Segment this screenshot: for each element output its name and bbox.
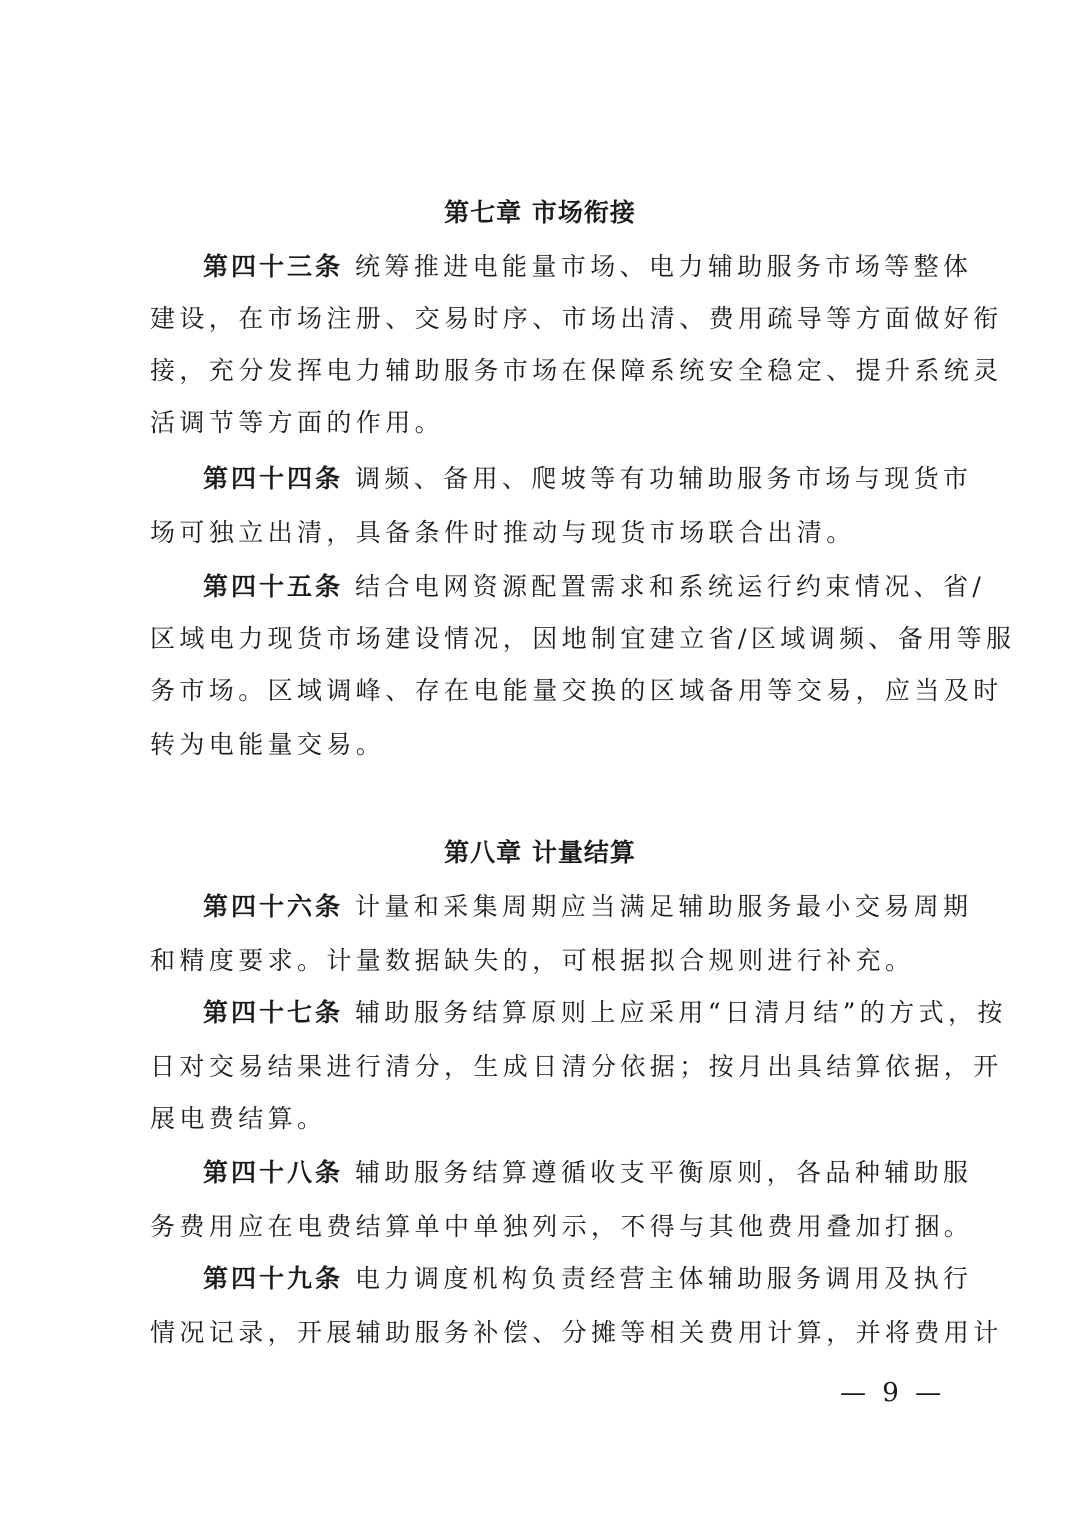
article-number: 第四十三条 — [203, 252, 344, 281]
article-number: 第四十六条 — [203, 892, 344, 921]
article-number: 第四十八条 — [203, 1158, 344, 1187]
article-45-line-4: 转为电能量交易。 — [150, 730, 386, 759]
page-number: — 9 — — [840, 1378, 946, 1408]
article-48-line-1: 第四十八条 辅助服务结算遵循收支平衡原则，各品种辅助服 — [203, 1158, 973, 1187]
article-43-line-4: 活调节等方面的作用。 — [150, 408, 445, 437]
article-43-line-2: 建设，在市场注册、交易时序、市场出清、费用疏导等方面做好衔 — [150, 304, 1003, 333]
article-43-line-3: 接，充分发挥电力辅助服务市场在保障系统安全稳定、提升系统灵 — [150, 356, 1003, 385]
article-44-line-1: 第四十四条 调频、备用、爬坡等有功辅助服务市场与现货市 — [203, 464, 973, 493]
article-number: 第四十九条 — [203, 1264, 344, 1293]
article-48-line-2: 务费用应在电费结算单中单独列示，不得与其他费用叠加打捆。 — [150, 1212, 974, 1241]
article-number: 第四十四条 — [203, 464, 344, 493]
chapter-title: 第七章 市场衔接 — [444, 198, 636, 227]
article-47-line-2: 日对交易结果进行清分，生成日清分依据；按月出具结算依据，开 — [150, 1052, 1003, 1081]
article-46-line-2: 和精度要求。计量数据缺失的，可根据拟合规则进行补充。 — [150, 946, 915, 975]
article-49-line-2: 情况记录，开展辅助服务补偿、分摊等相关费用计算，并将费用计 — [150, 1318, 1003, 1347]
article-43-line-1: 第四十三条 统筹推进电能量市场、电力辅助服务市场等整体 — [203, 252, 973, 281]
article-number: 第四十七条 — [203, 998, 344, 1027]
article-46-line-1: 第四十六条 计量和采集周期应当满足辅助服务最小交易周期 — [203, 892, 973, 921]
article-44-line-2: 场可独立出清，具备条件时推动与现货市场联合出清。 — [150, 518, 856, 547]
article-45-line-2: 区域电力现货市场建设情况，因地制宜建立省/区域调频、备用等服 — [150, 624, 1016, 653]
article-49-line-1: 第四十九条 电力调度机构负责经营主体辅助服务调用及执行 — [203, 1264, 973, 1293]
article-47-line-1: 第四十七条 辅助服务结算原则上应采用“日清月结”的方式，按 — [203, 998, 1007, 1027]
chapter-title: 第八章 计量结算 — [444, 838, 636, 867]
article-45-line-3: 务市场。区域调峰、存在电能量交换的区域备用等交易，应当及时 — [150, 676, 1003, 705]
article-47-line-3: 展电费结算。 — [150, 1104, 327, 1133]
article-number: 第四十五条 — [203, 572, 344, 601]
article-45-line-1: 第四十五条 结合电网资源配置需求和系统运行约束情况、省/ — [203, 572, 986, 601]
